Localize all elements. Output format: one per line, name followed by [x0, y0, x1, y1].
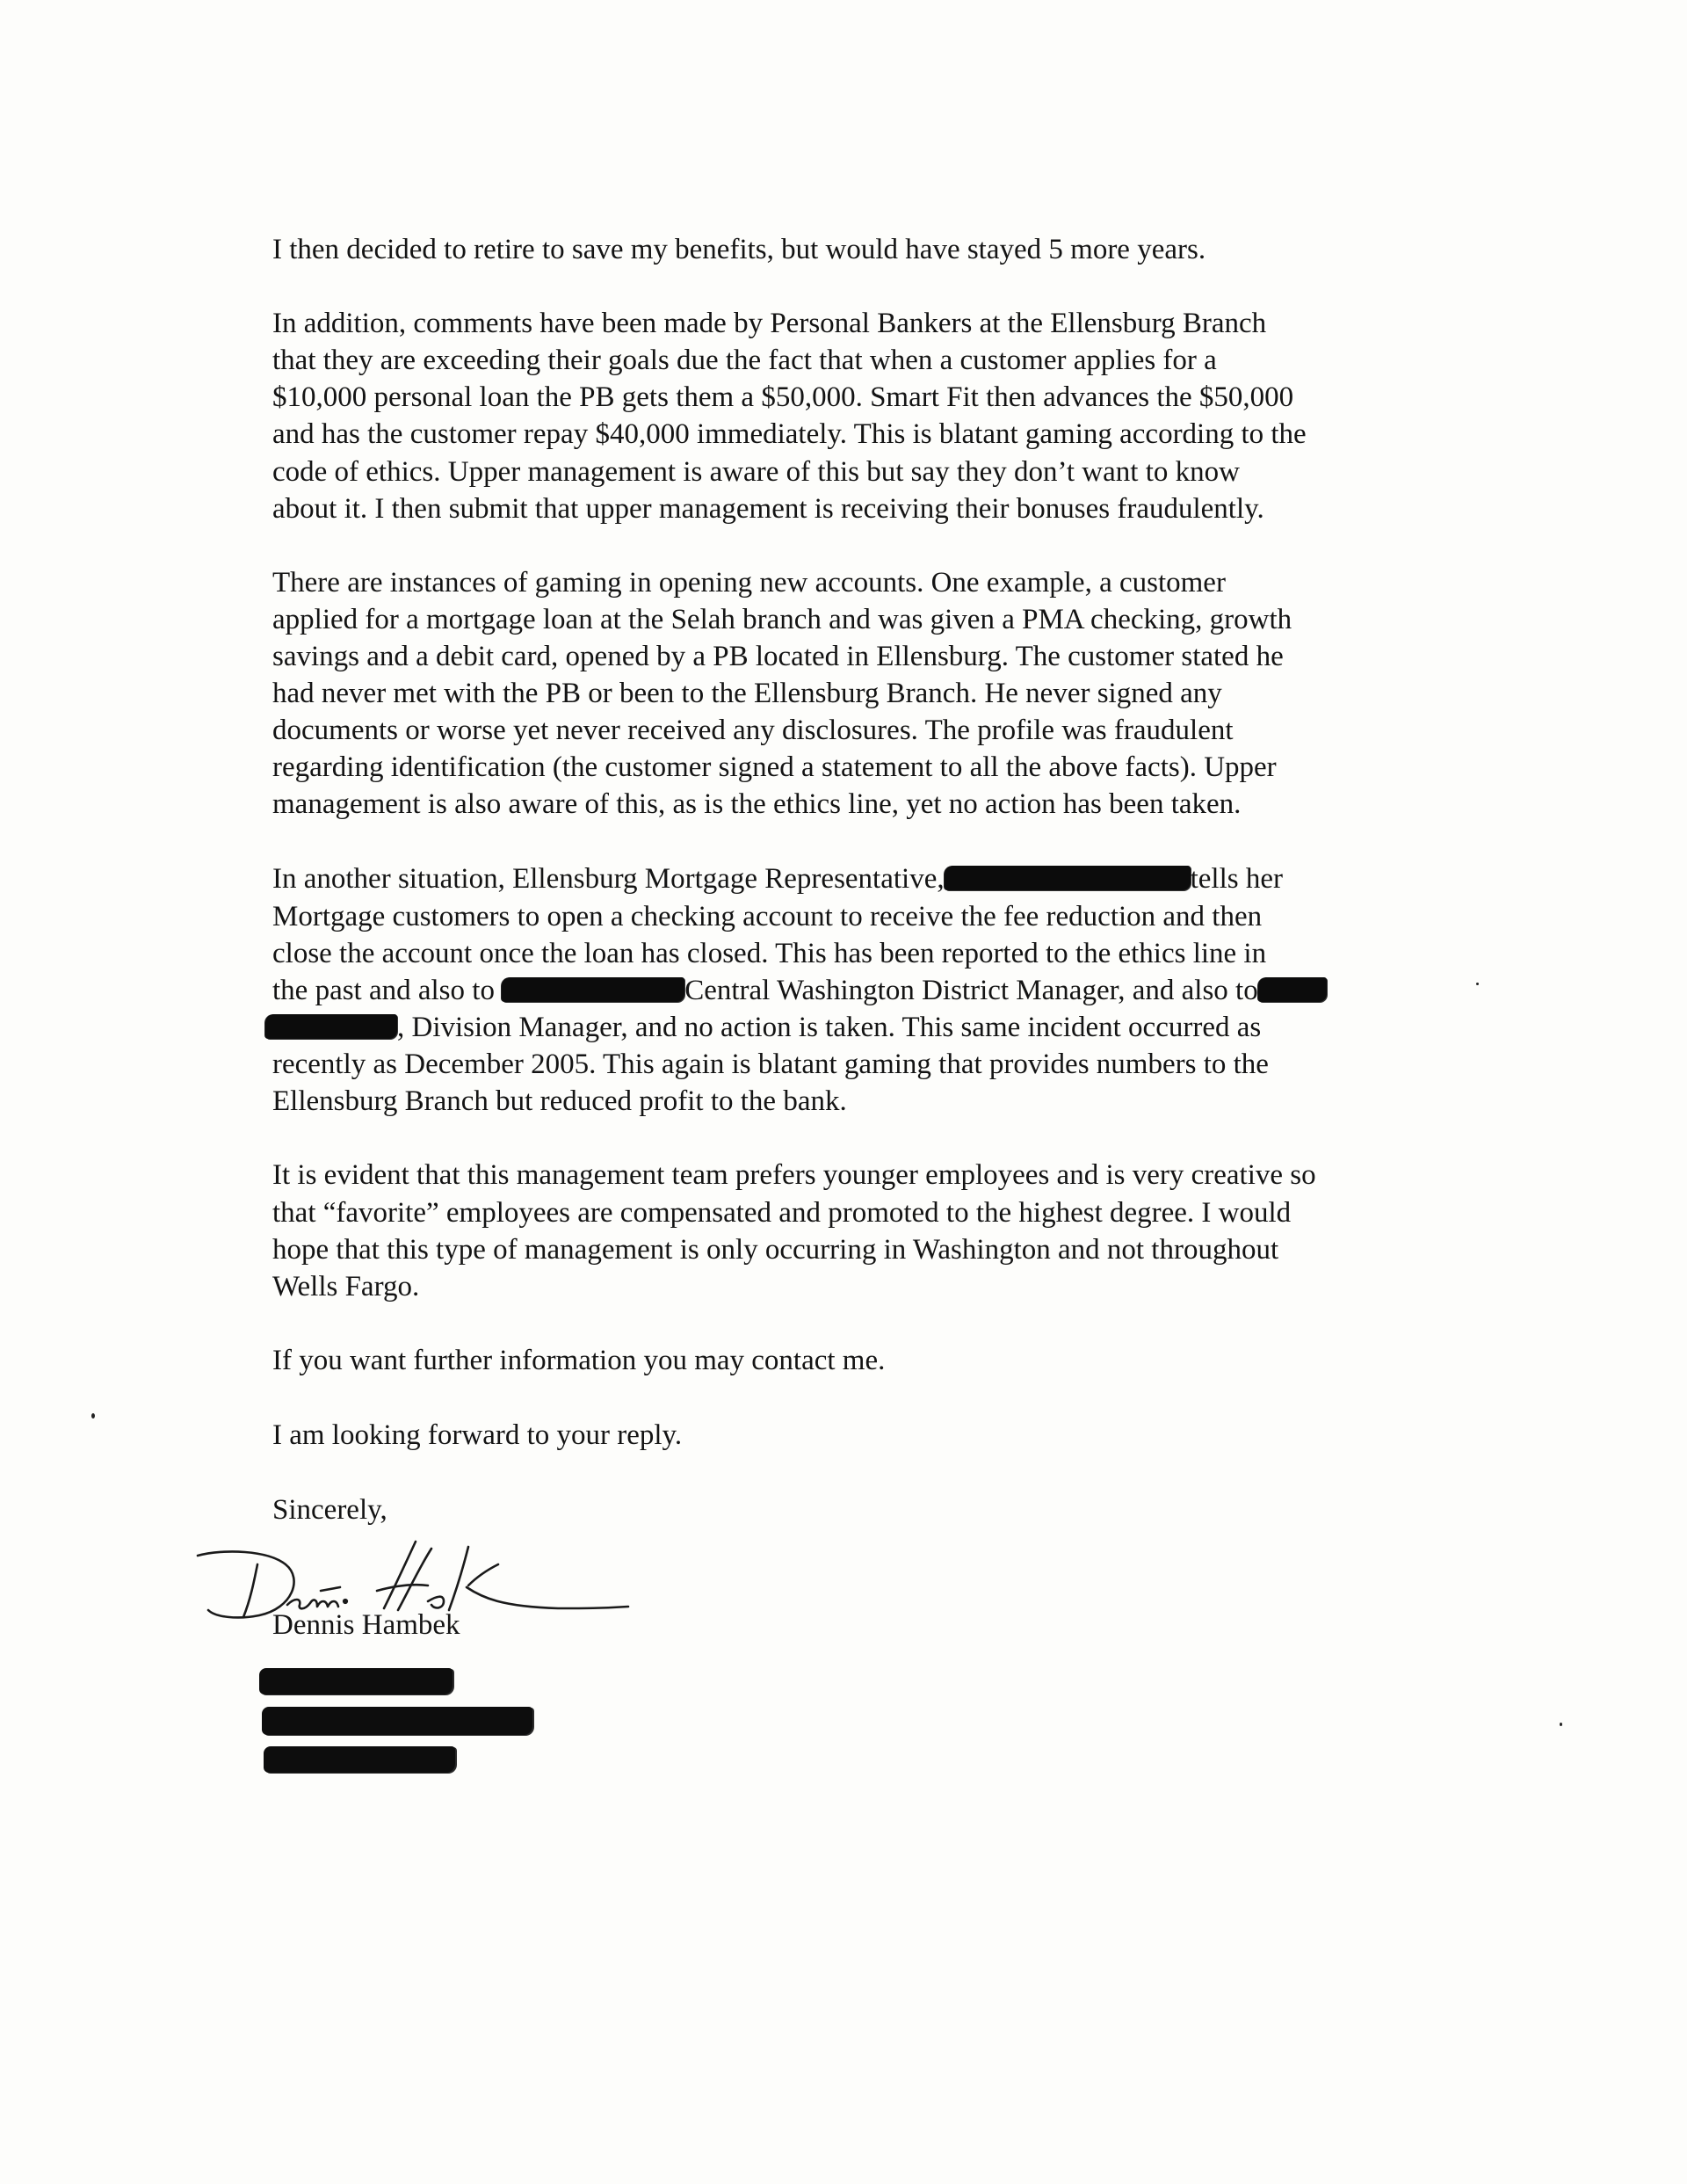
paragraph-3-line-2: applied for a mortgage loan at the Selah branch and was given a PMA checking, growth [272, 604, 1292, 635]
paragraph-2-line-5: code of ethics. Upper management is aware of this but say they don’t want to know [272, 456, 1240, 488]
paragraph-5-line-1: It is evident that this management team prefers younger employees and is very creative so [272, 1159, 1316, 1191]
redaction-mark [945, 866, 1191, 890]
paragraph-5-line-3: hope that this type of management is only occurring in Washington and not throughout [272, 1234, 1279, 1266]
paragraph-4-line-5 [265, 1013, 1261, 1042]
paragraph-5-line-2: that “favorite” employees are compensated and promoted to the highest degree. I would [272, 1197, 1292, 1229]
paragraph-6-line-1: If you want further information you may contact me. [272, 1345, 886, 1376]
paragraph-3-line-1: There are instances of gaming in opening new accounts. One example, a customer [272, 567, 1226, 599]
redacted-address-line-1 [259, 1668, 453, 1694]
paragraph-2-line-3: $10,000 personal loan the PB gets them a $50,000. Smart Fit then advances the $50,000 [272, 381, 1294, 413]
paragraph-3-line-7: management is also aware of this, as is the ethics line, yet no action has been taken. [272, 788, 1242, 820]
handwritten-signature [189, 1529, 646, 1635]
paragraph-4-line-6: recently as December 2005. This again is blatant gaming that provides numbers to the [272, 1048, 1269, 1080]
paragraph-4-line-1-text-b: tells her [1190, 863, 1283, 895]
paragraph-3-line-4: had never met with the PB or been to the Ellensburg Branch. He never signed any [272, 678, 1222, 709]
paragraph-1-line-1: I then decided to retire to save my benefits, but would have stayed 5 more years. [272, 234, 1206, 265]
redacted-address-line-3 [264, 1746, 455, 1773]
paragraph-4-line-4-text-b: Central Washington District Manager, and also to [684, 975, 1258, 1006]
paragraph-4-line-1 [272, 865, 1283, 894]
redaction-mark [265, 1014, 397, 1039]
paragraph-3-line-3: savings and a debit card, opened by a PB located in Ellensburg. The customer stated he [272, 641, 1284, 672]
paragraph-4-line-3: close the account once the loan has closed. This has been reported to the ethics line in [272, 938, 1267, 969]
paragraph-4-line-7: Ellensburg Branch but reduced profit to the bank. [272, 1085, 847, 1117]
redaction-mark [502, 977, 684, 1002]
paragraph-5-line-4: Wells Fargo. [272, 1271, 420, 1302]
signer-name: Dennis Hambek [272, 1609, 460, 1641]
paragraph-2-line-1: In addition, comments have been made by Personal Bankers at the Ellensburg Branch [272, 308, 1267, 339]
closing-salutation: Sincerely, [272, 1494, 387, 1526]
scan-speck [1560, 1723, 1562, 1726]
paragraph-3-line-6: regarding identification (the customer signed a statement to all the above facts). Upper [272, 751, 1277, 783]
paragraph-3-line-5: documents or worse yet never received any disclosures. The profile was fraudulent [272, 715, 1234, 746]
paragraph-4-line-1-text-a: In another situation, Ellensburg Mortgage Representative, [272, 863, 945, 895]
paragraph-2-line-2: that they are exceeding their goals due the fact that when a customer applies for a [272, 345, 1217, 376]
redaction-mark [1258, 977, 1327, 1002]
paragraph-2-line-6: about it. I then submit that upper management is receiving their bonuses fraudulently. [272, 493, 1264, 525]
paragraph-4-line-4-text-a: the past and also to [272, 975, 495, 1006]
paragraph-4-line-4 [272, 976, 1327, 1005]
redacted-address-line-2 [262, 1707, 532, 1735]
paragraph-4-line-5-text: , Division Manager, and no action is taken. This same incident occurred as [397, 1012, 1262, 1043]
scan-speck [1476, 983, 1479, 985]
paragraph-4-line-2: Mortgage customers to open a checking account to receive the fee reduction and then [272, 901, 1263, 932]
paragraph-7-line-1: I am looking forward to your reply. [272, 1419, 683, 1451]
scan-speck [91, 1413, 95, 1419]
paragraph-2-line-4: and has the customer repay $40,000 immediately. This is blatant gaming according to the [272, 418, 1307, 450]
